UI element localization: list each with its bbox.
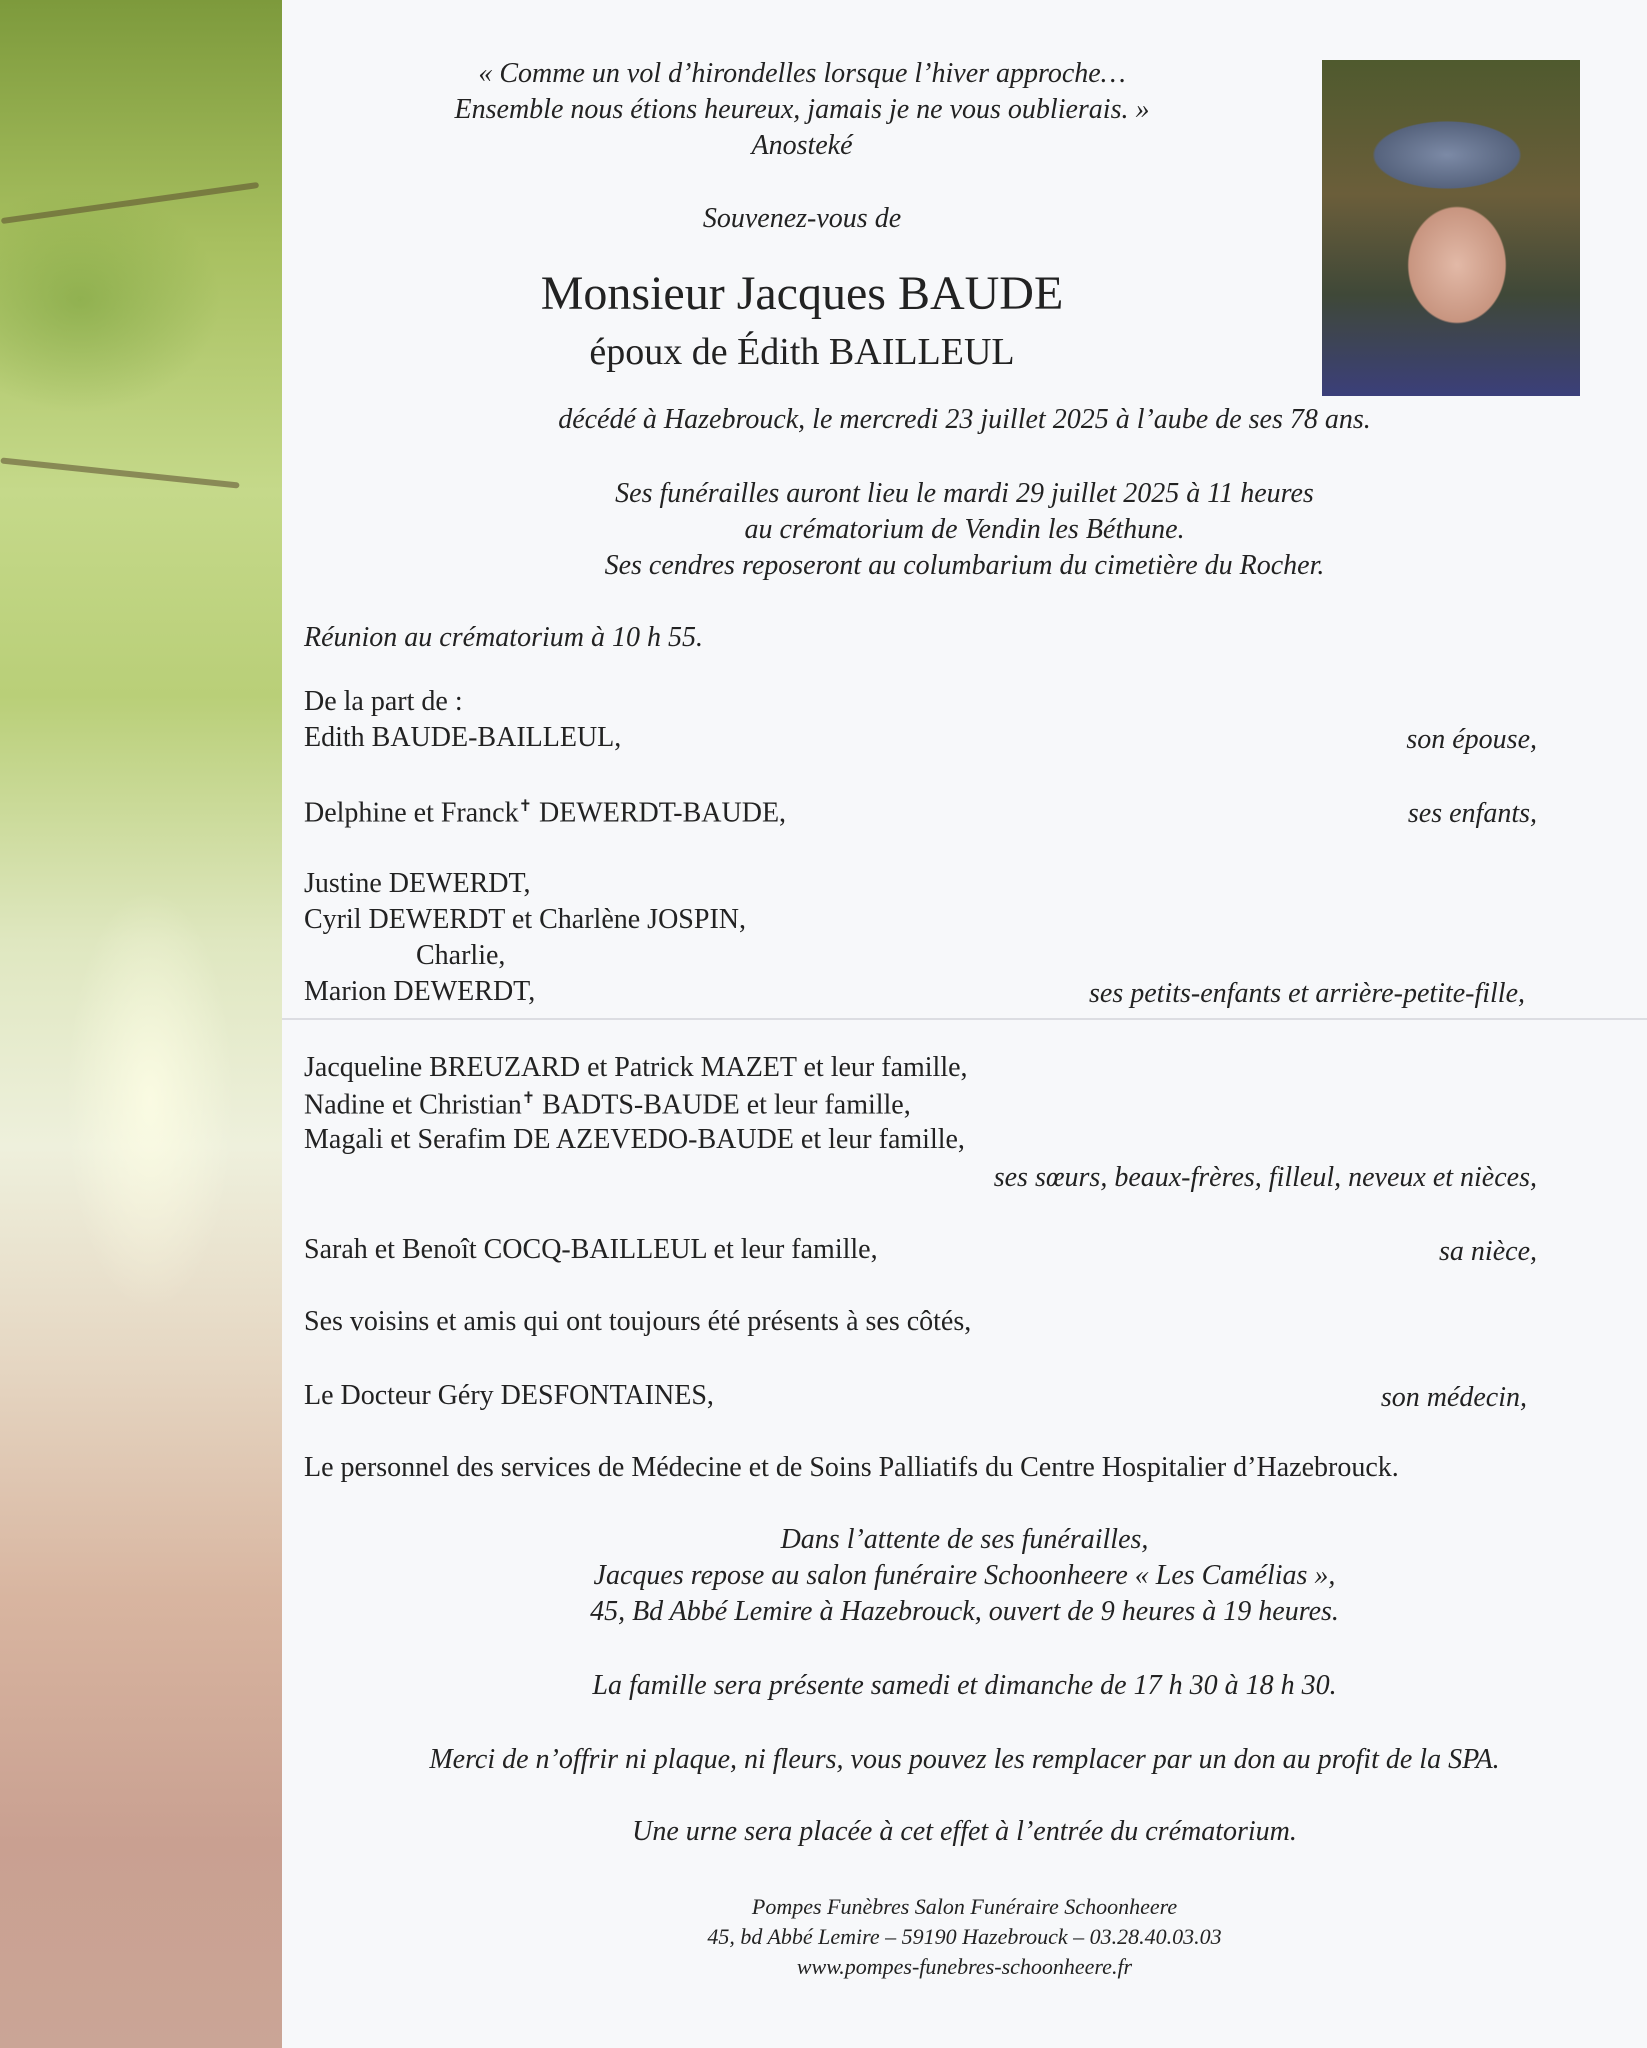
salon-line-1: Dans l’attente de ses funérailles, bbox=[780, 1524, 1149, 1555]
presence-line: La famille sera présente samedi et dimanche de 17 h 30 à 18 h 30. bbox=[592, 1670, 1337, 1701]
grandchild-4: Marion DEWERDT, bbox=[304, 976, 536, 1007]
doctor-relation: son médecin, bbox=[1380, 1382, 1527, 1413]
request-line: Merci de n’offrir ni plaque, ni fleurs, vous pouvez les remplacer par un don au profit de la SPA. bbox=[429, 1744, 1500, 1775]
grandchild-2: Cyril DEWERDT et Charlène JOSPIN, bbox=[304, 904, 746, 935]
siblings-relation: ses sœurs, beaux-frères, filleul, neveux et nièces, bbox=[993, 1162, 1537, 1193]
fold-line bbox=[282, 1018, 1647, 1020]
children-name-b: DEWERDT-BAUDE, bbox=[539, 797, 787, 829]
salon-line-3: 45, Bd Abbé Lemire à Hazebrouck, ouvert de 9 heures à 19 heures. bbox=[590, 1596, 1339, 1627]
sibling-1: Jacqueline BREUZARD et Patrick MAZET et leur famille, bbox=[304, 1052, 968, 1083]
salon-line-2: Jacques repose au salon funéraire Schoonheere « Les Camélias », bbox=[593, 1560, 1336, 1591]
urn-line: Une urne sera placée à cet effet à l’entrée du crématorium. bbox=[632, 1816, 1297, 1847]
children-name-a: Delphine et Franck bbox=[304, 797, 519, 829]
portrait-photo bbox=[1322, 60, 1580, 396]
children-relation: ses enfants, bbox=[1407, 798, 1537, 829]
doctor-name: Le Docteur Géry DESFONTAINES, bbox=[304, 1380, 714, 1411]
staff-line: Le personnel des services de Médecine et de Soins Palliatifs du Centre Hospitalier d’Hazebrouck. bbox=[304, 1452, 1399, 1483]
intro-text: Souvenez-vous de bbox=[702, 203, 902, 234]
quote-line-2: Ensemble nous étions heureux, jamais je ne vous oublierais. » bbox=[454, 94, 1150, 125]
spouse-name: Edith BAUDE-BAILLEUL, bbox=[304, 722, 622, 753]
spouse-relation: son épouse, bbox=[1406, 724, 1537, 755]
grandchild-1: Justine DEWERDT, bbox=[304, 868, 531, 899]
footer-line-2: 45, bd Abbé Lemire – 59190 Hazebrouck – 03.28.40.03.03 bbox=[707, 1924, 1222, 1949]
funeral-line-3: Ses cendres reposeront au columbarium du cimetière du Rocher. bbox=[604, 550, 1325, 581]
funeral-line-2: au crématorium de Vendin les Béthune. bbox=[744, 514, 1185, 545]
footer-website: www.pompes-funebres-schoonheere.fr bbox=[796, 1954, 1133, 1979]
grandchildren-relation: ses petits-enfants et arrière-petite-fille, bbox=[1089, 978, 1525, 1009]
sibling-3: Magali et Serafim DE AZEVEDO-BAUDE et leur famille, bbox=[304, 1124, 965, 1155]
forest-path-image bbox=[0, 0, 282, 2048]
quote-author: Anosteké bbox=[751, 130, 853, 161]
sibling-2 bbox=[304, 1088, 911, 1121]
reunion-text: Réunion au crématorium à 10 h 55. bbox=[304, 622, 703, 653]
branch-decoration bbox=[0, 457, 239, 488]
cross-icon: ✝ bbox=[518, 798, 532, 815]
cross-icon: ✝ bbox=[521, 1090, 536, 1107]
quote-line-1: « Comme un vol d’hirondelles lorsque l’hiver approche… bbox=[478, 58, 1126, 89]
death-line: décédé à Hazebrouck, le mercredi 23 juillet 2025 à l’aube de ses 78 ans. bbox=[558, 404, 1371, 435]
footer-line-1: Pompes Funèbres Salon Funéraire Schoonheere bbox=[751, 1894, 1178, 1919]
children-names bbox=[304, 796, 786, 829]
sibling-2-b: BADTS-BAUDE et leur famille, bbox=[542, 1089, 911, 1121]
friends-line: Ses voisins et amis qui ont toujours été présents à ses côtés, bbox=[304, 1306, 972, 1337]
grandchild-3: Charlie, bbox=[416, 940, 506, 971]
spouse-line: époux de Édith BAILLEUL bbox=[589, 331, 1015, 373]
niece-name: Sarah et Benoît COCQ-BAILLEUL et leur famille, bbox=[304, 1234, 878, 1265]
from-label: De la part de : bbox=[304, 686, 463, 717]
branch-decoration bbox=[1, 182, 259, 224]
niece-relation: sa nièce, bbox=[1439, 1236, 1537, 1267]
deceased-name: Monsieur Jacques BAUDE bbox=[540, 267, 1064, 320]
funeral-line-1: Ses funérailles auront lieu le mardi 29 juillet 2025 à 11 heures bbox=[615, 478, 1314, 509]
sibling-2-a: Nadine et Christian bbox=[304, 1089, 522, 1121]
